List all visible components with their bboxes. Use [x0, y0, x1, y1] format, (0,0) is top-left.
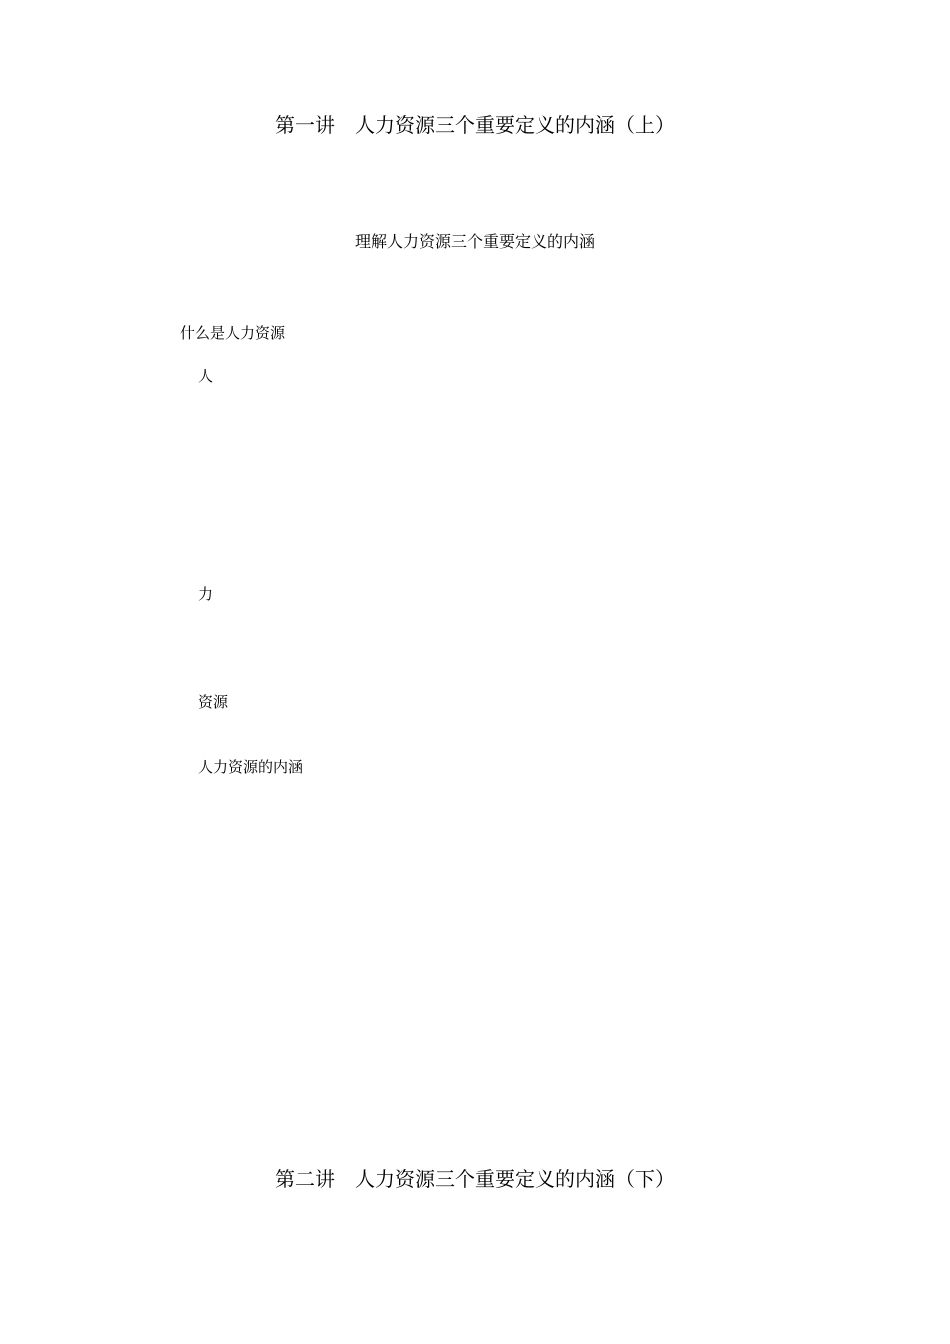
lecture1-title: 第一讲 人力资源三个重要定义的内涵（上） — [275, 113, 675, 137]
heading-what-is-hr: 什么是人力资源 — [180, 324, 286, 342]
section-subtitle: 理解人力资源三个重要定义的内涵 — [354, 232, 595, 251]
heading-li: 力 — [198, 585, 214, 603]
heading-hr-connotation: 人力资源的内涵 — [198, 758, 304, 776]
heading-ren: 人 — [198, 367, 214, 385]
lecture2-title: 第二讲 人力资源三个重要定义的内涵（下） — [275, 1167, 675, 1191]
heading-ziyuan: 资源 — [198, 693, 229, 711]
